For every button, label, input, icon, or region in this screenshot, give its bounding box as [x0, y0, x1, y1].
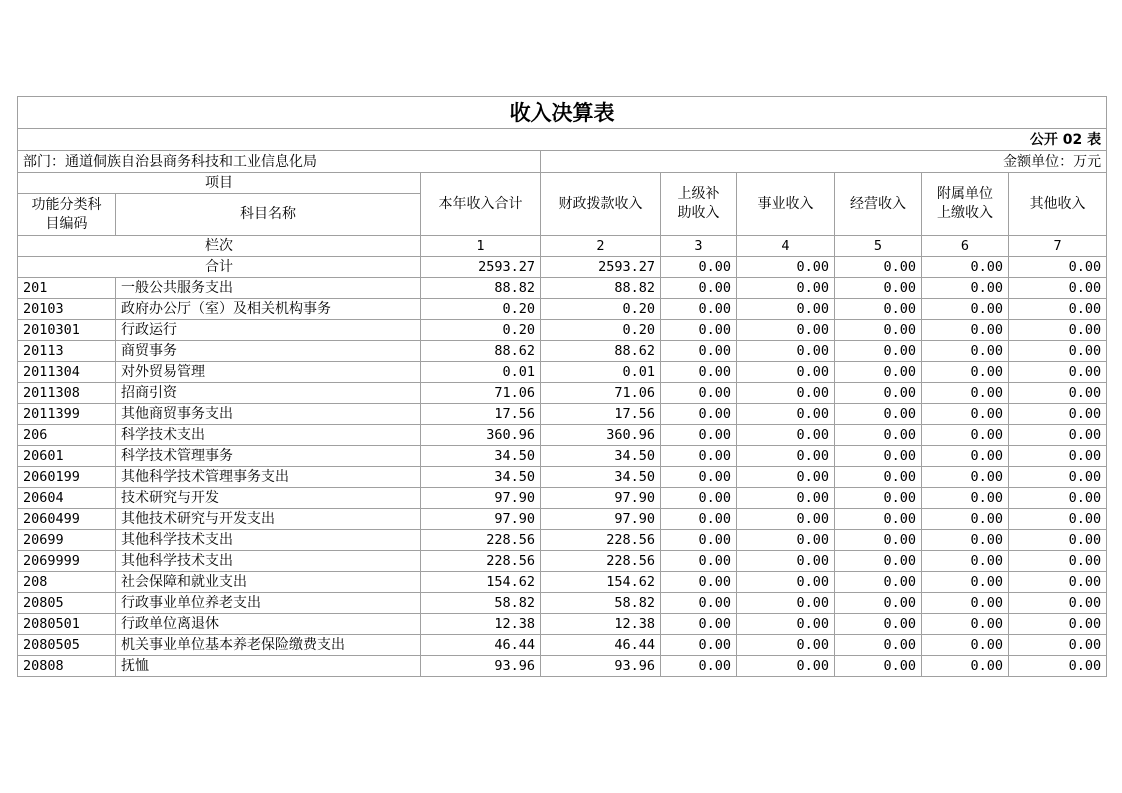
amount-cell: 0.00 [1009, 467, 1107, 488]
amount-cell: 0.01 [541, 362, 661, 383]
header-function-code: 功能分类科目编码 [18, 194, 116, 236]
subject-name-cell: 商贸事务 [116, 341, 421, 362]
amount-cell: 0.00 [835, 446, 922, 467]
function-code-cell: 20601 [18, 446, 116, 467]
header-enterprise-income: 事业收入 [737, 173, 835, 236]
function-code-cell: 20604 [18, 488, 116, 509]
subject-name-cell: 其他科学技术管理事务支出 [116, 467, 421, 488]
amount-cell: 0.00 [835, 635, 922, 656]
subject-name-cell: 政府办公厅（室）及相关机构事务 [116, 299, 421, 320]
amount-cell: 228.56 [541, 530, 661, 551]
amount-cell: 88.62 [421, 341, 541, 362]
amount-cell: 0.00 [1009, 656, 1107, 677]
amount-cell: 71.06 [421, 383, 541, 404]
subject-name-cell: 社会保障和就业支出 [116, 572, 421, 593]
amount-cell: 0.00 [922, 278, 1009, 299]
amount-cell: 93.96 [421, 656, 541, 677]
function-code-cell: 2060199 [18, 467, 116, 488]
amount-cell: 0.00 [737, 551, 835, 572]
subject-name-cell: 其他科学技术支出 [116, 530, 421, 551]
function-code-cell: 2080501 [18, 614, 116, 635]
subject-name-cell: 科学技术支出 [116, 425, 421, 446]
amount-cell: 0.00 [661, 593, 737, 614]
amount-cell: 0.20 [541, 320, 661, 341]
amount-cell: 0.00 [661, 362, 737, 383]
amount-cell: 0.00 [737, 488, 835, 509]
column-index: 3 [661, 236, 737, 257]
subject-name-cell: 机关事业单位基本养老保险缴费支出 [116, 635, 421, 656]
amount-cell: 34.50 [541, 467, 661, 488]
header-operating-income: 经营收入 [835, 173, 922, 236]
amount-cell: 88.82 [421, 278, 541, 299]
table-row [18, 572, 1107, 593]
amount-cell: 0.00 [661, 635, 737, 656]
amount-cell: 46.44 [541, 635, 661, 656]
amount-cell: 0.00 [737, 341, 835, 362]
amount-cell: 0.00 [1009, 404, 1107, 425]
amount-cell: 0.00 [835, 362, 922, 383]
amount-cell: 58.82 [421, 593, 541, 614]
amount-cell: 0.00 [661, 383, 737, 404]
amount-cell: 0.00 [922, 320, 1009, 341]
subject-name-cell: 科学技术管理事务 [116, 446, 421, 467]
amount-cell: 360.96 [421, 425, 541, 446]
amount-cell: 0.00 [1009, 530, 1107, 551]
header-superior-subsidy: 上级补助收入 [661, 173, 737, 236]
amount-cell: 0.00 [835, 614, 922, 635]
amount-cell: 0.00 [835, 341, 922, 362]
amount-cell: 0.00 [661, 572, 737, 593]
amount-cell: 228.56 [421, 551, 541, 572]
amount-cell: 46.44 [421, 635, 541, 656]
amount-cell: 0.00 [835, 383, 922, 404]
header-item: 项目 [18, 173, 421, 194]
column-index-label: 栏次 [18, 236, 421, 257]
header-subject-name: 科目名称 [116, 194, 421, 236]
amount-cell: 0.00 [1009, 383, 1107, 404]
subject-name-cell: 行政运行 [116, 320, 421, 341]
amount-cell: 0.00 [922, 299, 1009, 320]
column-index: 6 [922, 236, 1009, 257]
amount-cell: 0.00 [661, 488, 737, 509]
amount-cell: 0.00 [737, 278, 835, 299]
function-code-cell: 2011308 [18, 383, 116, 404]
column-index: 7 [1009, 236, 1107, 257]
function-code-cell: 2010301 [18, 320, 116, 341]
amount-cell: 0.00 [737, 656, 835, 677]
amount-cell: 0.00 [737, 530, 835, 551]
amount-cell: 0.00 [661, 446, 737, 467]
amount-cell: 0.01 [421, 362, 541, 383]
table-row [18, 425, 1107, 446]
amount-cell: 154.62 [541, 572, 661, 593]
function-code-cell: 20113 [18, 341, 116, 362]
header-other-income: 其他收入 [1009, 173, 1107, 236]
amount-cell: 0.00 [922, 530, 1009, 551]
amount-cell: 0.00 [737, 446, 835, 467]
amount-cell: 17.56 [541, 404, 661, 425]
amount-cell: 0.20 [421, 320, 541, 341]
amount-cell: 0.00 [922, 656, 1009, 677]
amount-cell: 34.50 [421, 467, 541, 488]
amount-cell: 0.00 [737, 320, 835, 341]
amount-cell: 97.90 [421, 488, 541, 509]
amount-cell: 0.00 [1009, 551, 1107, 572]
amount-cell: 0.00 [661, 320, 737, 341]
function-code-cell: 20699 [18, 530, 116, 551]
function-code-cell: 20103 [18, 299, 116, 320]
table-row [18, 635, 1107, 656]
total-row [18, 257, 1107, 278]
amount-cell: 0.00 [835, 509, 922, 530]
amount-cell: 0.00 [1009, 425, 1107, 446]
amount-cell: 97.90 [421, 509, 541, 530]
amount-cell: 228.56 [541, 551, 661, 572]
amount-cell: 0.00 [1009, 446, 1107, 467]
function-code-cell: 20808 [18, 656, 116, 677]
amount-cell: 0.00 [1009, 572, 1107, 593]
amount-cell: 88.82 [541, 278, 661, 299]
table-row [18, 278, 1107, 299]
table-row [18, 404, 1107, 425]
function-code-cell: 206 [18, 425, 116, 446]
table-row [18, 509, 1107, 530]
income-statement-table [17, 96, 1107, 677]
amount-cell: 0.00 [661, 278, 737, 299]
column-index: 4 [737, 236, 835, 257]
subject-name-cell: 技术研究与开发 [116, 488, 421, 509]
amount-cell: 0.00 [661, 404, 737, 425]
amount-cell: 0.00 [922, 509, 1009, 530]
amount-cell: 0.00 [922, 425, 1009, 446]
amount-cell: 0.00 [835, 488, 922, 509]
amount-cell: 0.00 [835, 425, 922, 446]
total-cell: 0.00 [835, 257, 922, 278]
total-cell: 0.00 [661, 257, 737, 278]
table-row [18, 614, 1107, 635]
amount-cell: 34.50 [421, 446, 541, 467]
amount-cell: 0.00 [922, 572, 1009, 593]
amount-cell: 0.00 [922, 593, 1009, 614]
amount-cell: 12.38 [421, 614, 541, 635]
department-label: 部门：通道侗族自治县商务科技和工业信息化局 [18, 151, 541, 173]
amount-cell: 0.00 [835, 593, 922, 614]
amount-cell: 0.00 [737, 572, 835, 593]
amount-cell: 71.06 [541, 383, 661, 404]
amount-cell: 0.00 [835, 404, 922, 425]
subject-name-cell: 其他技术研究与开发支出 [116, 509, 421, 530]
amount-cell: 0.00 [835, 572, 922, 593]
header-affiliated-income: 附属单位上缴收入 [922, 173, 1009, 236]
amount-cell: 0.00 [922, 488, 1009, 509]
table-row [18, 530, 1107, 551]
amount-cell: 88.62 [541, 341, 661, 362]
table-row [18, 341, 1107, 362]
header-fiscal-appropriation: 财政拨款收入 [541, 173, 661, 236]
amount-cell: 0.00 [737, 614, 835, 635]
total-label: 合计 [18, 257, 421, 278]
amount-cell: 0.00 [835, 299, 922, 320]
amount-cell: 34.50 [541, 446, 661, 467]
amount-cell: 0.00 [661, 467, 737, 488]
amount-cell: 0.00 [737, 635, 835, 656]
table-row [18, 383, 1107, 404]
amount-cell: 0.00 [1009, 341, 1107, 362]
table-row [18, 488, 1107, 509]
function-code-cell: 2069999 [18, 551, 116, 572]
amount-cell: 0.00 [737, 404, 835, 425]
amount-cell: 0.00 [737, 425, 835, 446]
amount-cell: 0.00 [1009, 614, 1107, 635]
form-number: 公开 02 表 [18, 129, 1107, 151]
amount-cell: 0.00 [661, 299, 737, 320]
amount-cell: 58.82 [541, 593, 661, 614]
subject-name-cell: 招商引资 [116, 383, 421, 404]
amount-cell: 0.00 [737, 467, 835, 488]
amount-cell: 0.20 [421, 299, 541, 320]
total-cell: 2593.27 [421, 257, 541, 278]
subject-name-cell: 其他科学技术支出 [116, 551, 421, 572]
total-cell: 0.00 [1009, 257, 1107, 278]
amount-cell: 0.00 [835, 278, 922, 299]
amount-cell: 97.90 [541, 488, 661, 509]
subject-name-cell: 其他商贸事务支出 [116, 404, 421, 425]
amount-cell: 0.00 [922, 446, 1009, 467]
function-code-cell: 2011399 [18, 404, 116, 425]
table-row [18, 446, 1107, 467]
amount-cell: 154.62 [421, 572, 541, 593]
function-code-cell: 208 [18, 572, 116, 593]
table-row [18, 656, 1107, 677]
amount-cell: 97.90 [541, 509, 661, 530]
amount-cell: 0.00 [661, 614, 737, 635]
amount-cell: 0.00 [1009, 509, 1107, 530]
amount-cell: 0.00 [922, 635, 1009, 656]
function-code-cell: 201 [18, 278, 116, 299]
table-row [18, 320, 1107, 341]
amount-cell: 0.00 [737, 593, 835, 614]
amount-cell: 0.00 [737, 383, 835, 404]
table-row [18, 593, 1107, 614]
amount-cell: 93.96 [541, 656, 661, 677]
amount-cell: 0.00 [1009, 362, 1107, 383]
amount-cell: 0.00 [835, 467, 922, 488]
amount-cell: 0.00 [835, 551, 922, 572]
amount-cell: 0.00 [661, 341, 737, 362]
amount-cell: 0.00 [922, 551, 1009, 572]
amount-cell: 0.00 [1009, 278, 1107, 299]
amount-cell: 0.00 [922, 341, 1009, 362]
table-row [18, 467, 1107, 488]
unit-label: 金额单位：万元 [541, 151, 1107, 173]
subject-name-cell: 对外贸易管理 [116, 362, 421, 383]
amount-cell: 0.00 [922, 614, 1009, 635]
header-total-income: 本年收入合计 [421, 173, 541, 236]
subject-name-cell: 行政单位离退休 [116, 614, 421, 635]
amount-cell: 0.00 [661, 509, 737, 530]
amount-cell: 0.00 [922, 362, 1009, 383]
column-index: 5 [835, 236, 922, 257]
amount-cell: 0.00 [737, 362, 835, 383]
subject-name-cell: 一般公共服务支出 [116, 278, 421, 299]
amount-cell: 0.00 [835, 530, 922, 551]
subject-name-cell: 行政事业单位养老支出 [116, 593, 421, 614]
total-cell: 0.00 [737, 257, 835, 278]
table-row [18, 299, 1107, 320]
amount-cell: 0.00 [922, 404, 1009, 425]
amount-cell: 0.00 [922, 383, 1009, 404]
amount-cell: 12.38 [541, 614, 661, 635]
amount-cell: 360.96 [541, 425, 661, 446]
amount-cell: 0.00 [1009, 488, 1107, 509]
table-row [18, 362, 1107, 383]
table-row [18, 551, 1107, 572]
function-code-cell: 2060499 [18, 509, 116, 530]
amount-cell: 0.00 [922, 467, 1009, 488]
amount-cell: 228.56 [421, 530, 541, 551]
amount-cell: 0.00 [661, 530, 737, 551]
amount-cell: 0.00 [1009, 320, 1107, 341]
column-index: 1 [421, 236, 541, 257]
subject-name-cell: 抚恤 [116, 656, 421, 677]
function-code-cell: 2011304 [18, 362, 116, 383]
column-index: 2 [541, 236, 661, 257]
amount-cell: 0.00 [835, 656, 922, 677]
amount-cell: 17.56 [421, 404, 541, 425]
total-cell: 2593.27 [541, 257, 661, 278]
column-index-row [18, 236, 1107, 257]
function-code-cell: 20805 [18, 593, 116, 614]
amount-cell: 0.00 [661, 425, 737, 446]
amount-cell: 0.00 [1009, 593, 1107, 614]
amount-cell: 0.00 [737, 299, 835, 320]
amount-cell: 0.00 [835, 320, 922, 341]
function-code-cell: 2080505 [18, 635, 116, 656]
amount-cell: 0.00 [661, 551, 737, 572]
amount-cell: 0.00 [661, 656, 737, 677]
amount-cell: 0.20 [541, 299, 661, 320]
amount-cell: 0.00 [737, 509, 835, 530]
amount-cell: 0.00 [1009, 299, 1107, 320]
total-cell: 0.00 [922, 257, 1009, 278]
amount-cell: 0.00 [1009, 635, 1107, 656]
page-title: 收入决算表 [18, 97, 1107, 129]
